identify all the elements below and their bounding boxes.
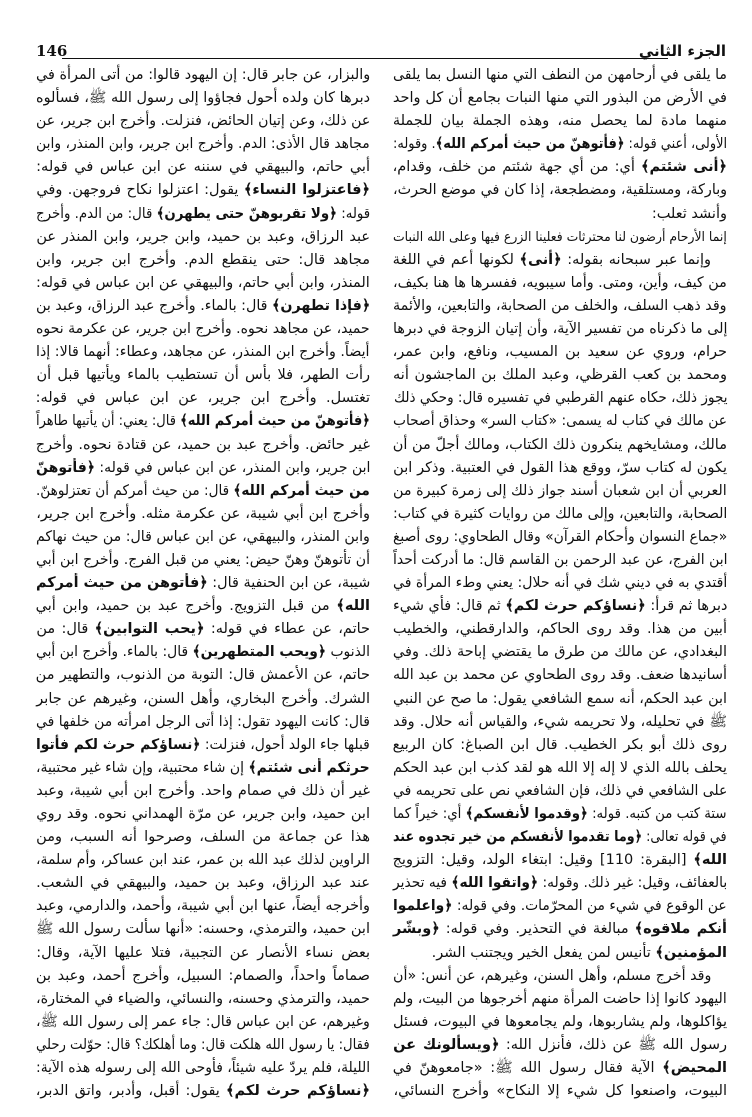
text-segment: مجاهد قال: حتى ينقطع الدم. وأخرج ابن جرير، وابن	[35, 251, 370, 268]
quran-quote: المحيض﴾	[662, 1060, 727, 1077]
text-line	[36, 803, 370, 826]
text-segment: ابن حميد، وابن جرير، عن مرّة الهمداني نحوه. وقد روي	[36, 806, 370, 822]
text-line	[36, 918, 370, 941]
quran-quote: ﴿أنى﴾	[519, 251, 562, 268]
quran-quote: ﴿فأتوهنّ من حيث أمركم الله﴾	[435, 136, 625, 153]
text-line	[393, 1080, 727, 1103]
text-segment: الذنوب	[326, 644, 370, 661]
text-segment: الراوين لذلك عبد الله بن عمر، عند ابن عساكر، وأم سلمة،	[36, 852, 370, 869]
text-segment: دبرها كان ولده أحول فجاؤوا إلى رسول الله ﷺ، فسألوه	[35, 90, 370, 107]
text-line	[36, 711, 370, 734]
text-line	[36, 664, 370, 687]
text-segment: ستة كتب من كتبه. قوله:	[588, 806, 727, 822]
quran-quote: ﴿نساؤكم حرث لكم﴾	[504, 598, 646, 615]
text-line	[36, 156, 370, 179]
text-line	[393, 1034, 727, 1057]
text-segment: عن ذلك، وعن إتيان الحائض، فنزلت. وأخرج ابن جرير، عن	[35, 113, 370, 130]
text-segment: قال: من	[36, 621, 95, 638]
text-segment: بعض نساء الأنصار عن التجبية، فتلا عليها الآية، وقال:	[36, 944, 370, 961]
text-segment: وقد ذهب السلف، والخلف من الصحابة، والتابعين، والأئمة	[393, 297, 727, 314]
text-line	[36, 757, 370, 780]
text-line	[393, 757, 727, 780]
text-line	[36, 641, 370, 664]
text-line	[393, 133, 727, 156]
text-segment: رسول الله ﷺ عن ذلك، فأنزل الله:	[499, 1036, 727, 1053]
text-line	[36, 110, 370, 133]
text-segment: أيضاً. وأخرج ابن المنذر، عن مجاهد، وعطاء: أنهما قالا: إذا	[36, 344, 370, 361]
text-line	[393, 734, 727, 757]
text-line	[393, 1057, 727, 1080]
text-segment: قبلها جاء الولد أحول، فنزلت:	[200, 736, 370, 753]
quran-quote: ﴿فأتوهن من حيث أمركم	[35, 575, 208, 592]
quran-quote: ﴿واعلموا	[393, 898, 453, 915]
text-segment: قال: بالماء. وأخرج عبد الرزاق، وعبد بن	[35, 297, 272, 314]
quran-quote: ﴿وما تقدموا لأنفسكم من خير تجدوه عند	[393, 829, 643, 846]
text-segment: مالك، ومشايخهم ينكرون ذلك الكتاب، ومالك أجلّ من أن	[392, 436, 727, 453]
text-segment: المنذر، وابن أبي حاتم، والبيهقي عن ابن عباس في قوله:	[36, 274, 370, 291]
text-line	[36, 618, 370, 641]
quran-quote: من حيث أمركم الله﴾	[233, 482, 370, 499]
text-segment: فقال: يا رسول الله هلكت قال: وما أهلكك؟ قال: حوّلت رحلي	[36, 1036, 370, 1053]
poem-verse	[393, 226, 727, 249]
quran-quote: ﴿نساؤكم حرث لكم فأتوا	[36, 736, 201, 753]
text-segment: حميد، والترمذي وحسنه، والنسائي، والضياء في المختارة،	[36, 990, 370, 1007]
text-segment: اليهود كانوا إذا حاضت المرأة منهم أخرجوها من البيت، ولم	[393, 990, 727, 1007]
text-line	[393, 410, 727, 433]
text-segment: شيبة، عن ابن الحنفية قال:	[207, 575, 370, 592]
text-line	[393, 295, 727, 318]
text-segment: على الشافعي في ذلك، فإن الشافعي نص على تحريمه في	[392, 782, 727, 799]
text-segment: قال: يعني: أن يأتيها طاهراً	[36, 413, 181, 430]
text-segment: إن شاء محتبية، وإن شاء غير محتبية،	[36, 759, 249, 776]
text-segment: هذا عن جماعة من السلف، وصرحوا أنه السبب، ومن	[36, 829, 370, 846]
text-line	[36, 133, 370, 156]
text-segment: . وقوله:	[392, 136, 436, 153]
text-segment: حاتم، عن الأعمش قال: التوبة من الذنوب، والتطهير من	[35, 667, 370, 684]
text-segment: إنما الأرحام أرضون لنا محترثات فعلينا الزرع فيها وعلى الله النبات	[393, 229, 727, 245]
text-segment: الصحابة، والتابعين، وإلى مالك من روايات كثيرة في كتاب:	[392, 505, 727, 522]
text-segment: حميد، عن مجاهد نحوه. وأخرج ابن جرير، عن عكرمة نحوه	[36, 321, 370, 338]
text-segment: أي: من أي جهة شئتم من خلف، وقدام،	[392, 159, 641, 176]
text-segment: غير حائض. وأخرج عبد بن حميد، عن قتادة نحوه. وأخرج	[35, 436, 370, 453]
text-line	[393, 249, 727, 272]
text-line	[36, 318, 370, 341]
text-line	[393, 480, 727, 503]
text-segment: يقول: أقبل، وأدبر، واتق الدبر،	[35, 1083, 227, 1100]
text-line	[36, 595, 370, 618]
text-line	[393, 895, 727, 918]
text-segment: في الأرض من البذور التي منها النبات بجامع أن كل واحد	[392, 90, 727, 107]
text-line	[393, 364, 727, 387]
text-line	[393, 872, 727, 895]
quran-quote: ﴿فإذا تطهرن﴾	[271, 297, 370, 314]
text-line	[36, 965, 370, 988]
text-segment: العربي أن ابن شعبان أسند جواز ذلك إلى زمرة كبيرة من	[393, 482, 727, 499]
text-line	[36, 387, 370, 410]
text-segment: منهما مادة لما يحصل منه، وهذه الجملة بيان للجملة	[392, 113, 727, 130]
quran-quote: ﴿فاعتزلوا النساء﴾	[243, 182, 370, 199]
text-segment: [البقرة: 110] وقيل: ابتغاء الولد، وقيل: التزويج	[392, 852, 694, 869]
text-segment: في قوله تعالى:	[642, 829, 727, 846]
text-line	[36, 895, 370, 918]
text-line	[36, 688, 370, 711]
text-segment: وباركة، ومستلقية، ومضطجعة، إذا كان في موضع الحرث،	[392, 182, 727, 199]
text-segment: ما يلقى في أرحامهن من النطف التي منها النسل بما يلقى	[393, 67, 727, 83]
text-segment: ﷺ في تحليله، ولا تحريمه شيء، والقياس أنه حلال. وقد	[393, 713, 727, 730]
text-line	[36, 434, 370, 457]
text-line	[393, 572, 727, 595]
text-line	[393, 457, 727, 480]
text-segment: قال: من الدم. وأخرج	[35, 205, 157, 222]
text-line	[393, 849, 727, 872]
text-line	[36, 734, 370, 757]
quran-quote: ﴿وقدموا لأنفسكم﴾	[466, 806, 589, 822]
quran-quote: ﴿ولا تقربوهنّ حتى يطهرن﴾	[156, 205, 337, 222]
text-line	[36, 64, 370, 87]
text-line	[36, 87, 370, 110]
text-line	[393, 688, 727, 711]
quran-quote: الله﴾	[336, 598, 370, 615]
text-segment: أبي حاتم، والبيهقي في سننه عن ابن عباس في قوله:	[36, 159, 370, 176]
text-segment: ابن الفرج، عن عبد الرحمن بن القاسم قال: ما أدركت أحداً	[392, 551, 727, 568]
text-line	[36, 988, 370, 1011]
text-segment: عبد الرزاق، وعبد بن حميد، وابن جرير، وابن المنذر عن	[36, 228, 370, 245]
text-segment: ومحمد بن كعب القرظي، وعبد الملك بن الماجشون أنه	[393, 367, 727, 384]
text-line	[393, 179, 727, 202]
text-segment: وأخرج ابن أبي شيبة، عن عكرمة مثله. وأخرج ابن جرير،	[36, 505, 370, 522]
quran-quote: ﴿واتقوا الله﴾	[451, 875, 538, 892]
text-line	[36, 872, 370, 895]
page-number: 146	[36, 42, 68, 60]
text-segment: دبرها ثم قرأ:	[645, 598, 727, 615]
text-line	[36, 1011, 370, 1034]
quran-quote: حرثكم أنى شئتم﴾	[248, 759, 370, 776]
text-line	[393, 272, 727, 295]
text-segment: عن الوقوع في شيء من المحرّمات. وفي قوله:	[452, 898, 727, 915]
text-segment: «جماع النسوان وأحكام القرآن» وقال الطحاوي: روى أصبغ	[392, 528, 727, 545]
text-segment: من كيف، وأين، ومتى. وأما سيبويه، ففسرها ها هنا بكيف،	[393, 274, 727, 291]
quran-quote: المؤمنين﴾	[655, 944, 727, 961]
text-segment: الليلة، فلم يردّ عليه شيئاً، فأوحى الله إلى رسوله هذه الآية:	[35, 1060, 370, 1077]
text-segment: بالعفائف، وقيل: غير ذلك. وقوله:	[537, 875, 727, 892]
text-segment: البيوت، واصنعوا كل شيء إلا النكاح» وأخرج النسائي،	[393, 1083, 727, 1100]
quran-quote: ﴿وبشّر	[392, 921, 440, 938]
text-segment: وقد أخرج مسلم، وأهل السنن، وغيرهم، عن أنس: «أن	[392, 967, 711, 984]
text-line	[36, 480, 370, 503]
text-segment: يقول: اعتزلوا نكاح فروجهن. وفي	[36, 182, 244, 199]
text-line	[393, 942, 727, 965]
text-line	[36, 826, 370, 849]
text-line	[36, 295, 370, 318]
text-line	[393, 64, 727, 87]
text-segment: يكون له كتاب سرّ، ووقع هذا القول في العتبية. وذكر ابن	[393, 459, 727, 476]
text-segment: ثم قال: فأي شيء	[392, 598, 505, 615]
text-line	[393, 503, 727, 526]
text-segment: أسانيدها ضعف. وقد روى الطحاوي عن محمد بن عبد الله	[392, 667, 727, 684]
text-line	[393, 711, 727, 734]
text-line	[36, 942, 370, 965]
text-segment: الآية فقال رسول الله ﷺ: «جامعوهنّ في	[392, 1060, 663, 1077]
quran-quote: أنكم ملاقوه﴾	[634, 921, 727, 938]
text-segment: صماماً واحداً، والصمام: السبيل، وأخرج أحمد، وعبد بن	[35, 967, 370, 984]
header-rule	[62, 58, 668, 59]
text-segment: مجاهد قال الأذى: الدم. وأخرج ابن جرير، وابن المنذر، وابن	[36, 136, 370, 153]
text-line	[393, 110, 727, 133]
quran-quote: ﴿نساؤكم حرث لكم﴾	[226, 1083, 370, 1100]
text-line	[393, 434, 727, 457]
text-segment: البغدادي، عن مالك من طرق ما يقتضي إباحة ذلك. وفي	[392, 644, 727, 661]
quran-quote: ﴿ويحب المتطهرين﴾	[192, 644, 327, 661]
text-line	[36, 226, 370, 249]
text-segment: مبالغة في التحذير. وفي قوله:	[439, 921, 635, 938]
text-line	[36, 410, 370, 433]
text-segment: تأنيس لمن يفعل الخير ويجتنب الشر.	[431, 944, 656, 961]
text-line	[36, 780, 370, 803]
text-line	[393, 965, 727, 988]
text-line	[393, 203, 727, 226]
text-segment: رأت الطهر، فلا بأس أن تستطيب بالماء ويأتيها قبل أن	[36, 367, 370, 384]
text-line	[36, 1057, 370, 1080]
quran-quote: ﴿أنى شئتم﴾	[640, 159, 727, 176]
text-line	[36, 272, 370, 295]
text-segment: عن مالك في كتاب له يسمى: «كتاب السر» وحذاق أصحاب	[393, 413, 727, 430]
text-segment: وأنشد ثعلب:	[651, 205, 727, 222]
text-segment: ابن عبد الحكم، أنه سمع الشافعي يقول: ما صح عن النبي	[393, 690, 727, 707]
quran-quote: الله﴾	[693, 852, 727, 869]
text-line	[393, 156, 727, 179]
text-line	[393, 387, 727, 410]
text-segment: أبين من هذا. وقد روى الحاكم، والدارقطني، والخطيب	[392, 621, 727, 638]
text-line	[36, 572, 370, 595]
text-segment: غير أن ذلك في صمام واحد. وأخرج ابن أبي شيبة، وعبد	[36, 782, 370, 799]
text-segment: حاتم، عن عطاء في قوله:	[204, 621, 370, 638]
text-segment: إلى ما ذكرناه من تفسير الآية، وأن إتيان الزوجة في دبرها	[392, 321, 727, 338]
text-line	[36, 526, 370, 549]
text-segment: وابن المنذر، والبيهقي، عن ابن عباس قال: من حيث نهاكم	[36, 528, 370, 545]
text-line	[36, 364, 370, 387]
text-segment: أي: خيراً كما	[393, 806, 467, 822]
text-column-right	[393, 64, 727, 1103]
text-segment: أقتدي به في ديني شك في أنه حلال: يعني وطء المرأة في	[392, 575, 727, 592]
text-line	[36, 503, 370, 526]
text-segment: قال: بالماء. وأخرج ابن أبي	[36, 644, 193, 661]
quran-quote: ﴿فأتوهنّ	[35, 459, 95, 476]
text-line	[36, 849, 370, 872]
quran-quote: ﴿فأتوهنّ من حيث أمركم الله﴾	[180, 413, 370, 430]
text-line	[393, 341, 727, 364]
text-line	[393, 988, 727, 1011]
text-segment: ابن حميد، والترمذي، وحسنه: «أنها سألت رسول الله ﷺ	[35, 921, 370, 938]
text-segment: فيه تحذير	[392, 875, 452, 892]
text-line	[36, 1080, 370, 1103]
text-line	[36, 341, 370, 364]
text-line	[393, 318, 727, 341]
text-segment: يحلف بالله الذي لا إله إلا الله هو لقد كذب ابن عبد الحكم	[392, 759, 727, 776]
text-segment: وأخرجه أيضاً، عنها ابن أبي شيبة، وأحمد، والدارمي، وعبد	[35, 898, 370, 915]
text-line	[393, 526, 727, 549]
text-line	[393, 1011, 727, 1034]
text-column-left	[36, 64, 370, 1103]
quran-quote: ﴿ويسألونك عن	[393, 1036, 500, 1053]
text-line	[393, 826, 727, 849]
text-line	[36, 179, 370, 202]
text-line	[393, 549, 727, 572]
text-segment: يجوز ذلك، حكاه عنهم القرطبي في تفسيره قال: وحكي ذلك	[393, 390, 727, 407]
text-segment: وغيرهم، عن ابن عباس قال: جاء عمر إلى رسول الله ﷺ،	[36, 1013, 370, 1030]
text-line	[393, 664, 727, 687]
quran-quote: ﴿يحب التوابين﴾	[94, 621, 205, 638]
text-segment: الشرك. وأخرج البخاري، وأهل السنن، وغيرهم عن جابر	[36, 690, 370, 707]
running-header-part-title: الجزء الثاني	[638, 42, 726, 60]
text-segment: وإنما عبر سبحانه بقوله:	[561, 251, 711, 268]
text-segment: يؤاكلوها، ولم يشاربوها، ولم يجامعوها في البيوت، فسئل	[393, 1013, 727, 1030]
text-line	[36, 457, 370, 480]
text-line	[393, 87, 727, 110]
text-line	[393, 780, 727, 803]
text-segment: عند عبد الرزاق، وعبد بن حميد، والبيهقي في الشعب.	[36, 875, 370, 892]
text-segment: والبزار، عن جابر قال: إن اليهود قالوا: من أتى المرأة في	[35, 67, 370, 83]
text-line	[36, 549, 370, 572]
text-line	[36, 1034, 370, 1057]
text-line	[36, 249, 370, 272]
text-segment: الأولى، أعني قوله:	[624, 136, 727, 153]
text-segment: تغتسل. وأخرج ابن جرير، عن ابن عباس في قوله:	[35, 390, 370, 407]
text-line	[393, 803, 727, 826]
text-segment: قال: كانت اليهود تقول: إذا أتى الرجل امرأته من خلفها في	[36, 713, 370, 730]
text-line	[393, 595, 727, 618]
text-segment: لكونها أعم في اللغة	[392, 251, 520, 268]
text-line	[393, 618, 727, 641]
text-segment: قوله:	[336, 205, 370, 222]
text-segment: ابن جرير، وابن المنذر، عن ابن عباس في قوله:	[94, 459, 370, 476]
text-segment: أن تأتوهنّ وهنّ حيض: يعني من قبل الفرج. وأخرج ابن أبي	[35, 551, 370, 568]
text-line	[36, 203, 370, 226]
text-segment: روى ذلك أبو بكر الخطيب. قال ابن الصباغ: كان الربيع	[392, 736, 727, 753]
text-segment: حرام، وروي عن سعيد بن المسيب، ونافع، وابن عمر،	[392, 344, 727, 361]
text-segment: قال: من حيث أمركم أن تعتزلوهنّ.	[36, 482, 234, 499]
text-segment: من قبل التزويج. وأخرج عبد بن حميد، وابن أبي	[35, 598, 337, 615]
text-line	[393, 918, 727, 941]
text-line	[393, 641, 727, 664]
